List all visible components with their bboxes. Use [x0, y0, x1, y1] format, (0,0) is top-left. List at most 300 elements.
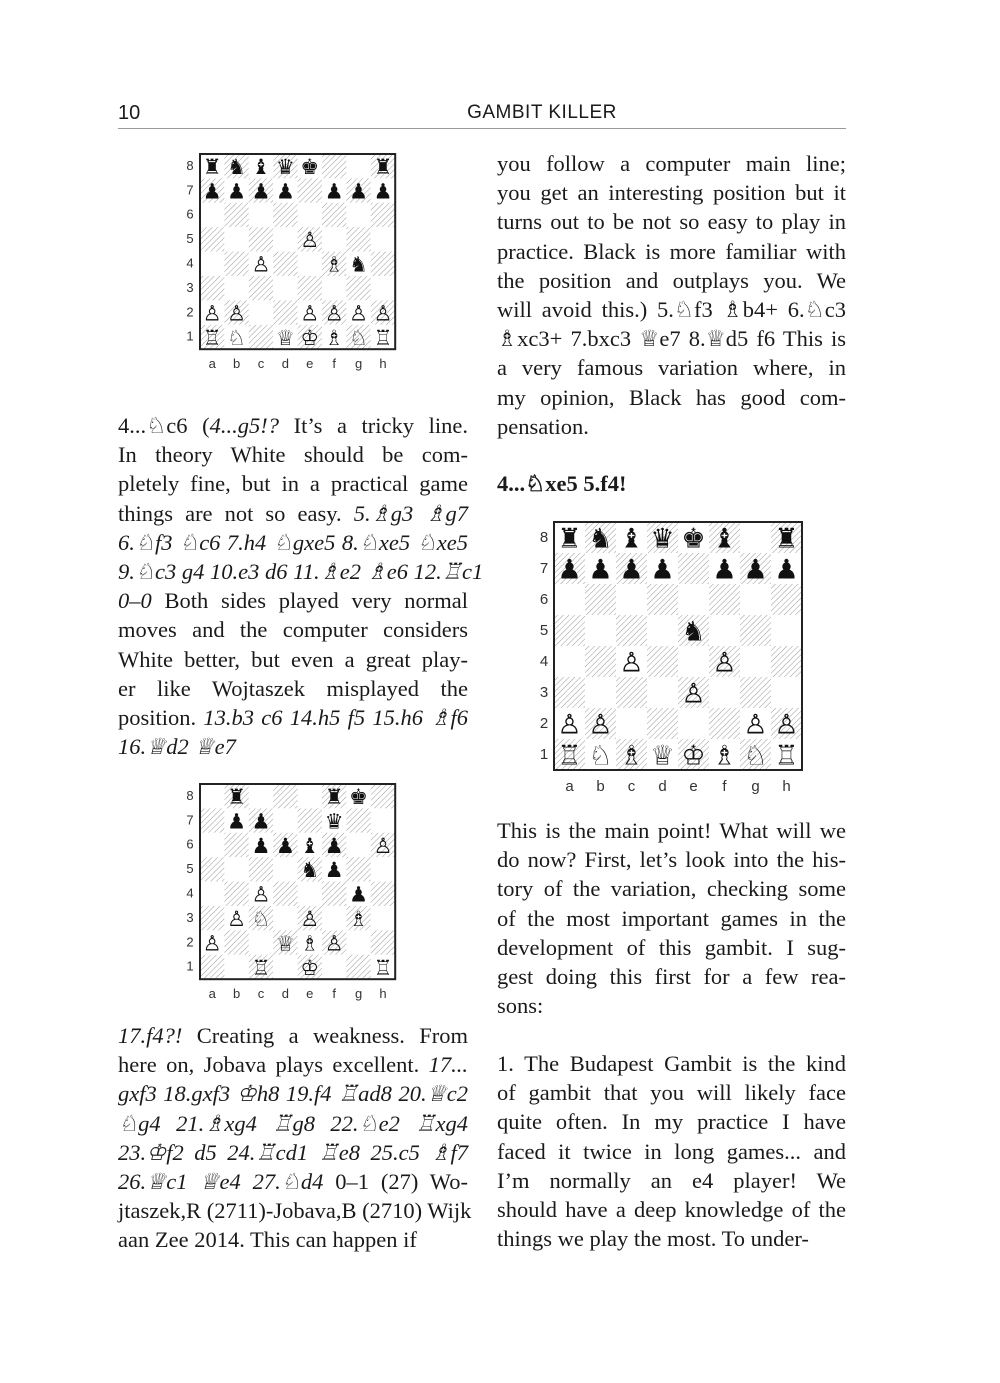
white-piece: ♙	[743, 709, 768, 741]
white-piece: ♙	[681, 678, 706, 710]
text-line: of gambit that you will likely face	[497, 1080, 846, 1106]
black-piece: ♟	[275, 833, 295, 858]
light-square	[371, 906, 395, 930]
rank-label: 5	[186, 861, 194, 877]
rank-label: 6	[539, 591, 549, 609]
right-paragraph-3	[497, 1049, 846, 1253]
white-piece: ♗	[712, 740, 737, 772]
white-piece: ♖	[774, 740, 799, 772]
file-label: g	[751, 778, 760, 795]
black-piece: ♜	[202, 155, 222, 180]
dark-square	[273, 784, 297, 808]
white-piece: ♙	[712, 647, 737, 679]
text-line: tory of the variation, checking some	[497, 876, 846, 902]
chessboard-svg	[176, 780, 406, 1002]
rank-label: 7	[539, 560, 549, 578]
light-square	[249, 784, 273, 808]
dark-square	[740, 677, 771, 708]
file-label: g	[354, 356, 363, 372]
text-line: aan Zee 2014. This can happen if	[118, 1227, 417, 1253]
rank-label: 1	[186, 958, 194, 974]
text-line: should have a deep knowledge of the	[497, 1197, 846, 1223]
black-piece: ♟	[275, 179, 295, 204]
light-square	[200, 833, 224, 857]
white-piece: ♙	[557, 709, 582, 741]
dark-square	[616, 615, 647, 646]
dark-square	[647, 708, 678, 739]
black-piece: ♟	[774, 554, 799, 586]
black-piece: ♟	[619, 554, 644, 586]
light-square	[298, 784, 322, 808]
light-square	[322, 227, 346, 251]
light-square	[709, 677, 740, 708]
light-square	[249, 930, 273, 954]
dark-square	[346, 276, 370, 300]
black-piece: ♛	[324, 809, 344, 834]
black-piece: ♟	[324, 833, 344, 858]
file-label: e	[689, 778, 698, 795]
white-piece: ♙	[227, 301, 247, 326]
white-piece: ♘	[743, 740, 768, 772]
running-head: GAMBIT KILLER	[467, 102, 617, 123]
text-line: White better, but even a great play-	[118, 646, 468, 672]
black-piece: ♟	[324, 179, 344, 204]
rank-label: 8	[186, 157, 194, 173]
light-square	[224, 857, 248, 881]
text-line: moves and the computer considers	[118, 617, 468, 643]
black-piece: ♟	[251, 809, 271, 834]
dark-square	[249, 857, 273, 881]
rank-label: 4	[186, 255, 194, 271]
white-piece: ♖	[557, 740, 582, 772]
light-square	[709, 615, 740, 646]
text-line: pletely fine, but in a practical game	[118, 471, 468, 497]
light-square	[346, 154, 370, 178]
rank-label: 2	[186, 934, 194, 950]
white-piece: ♖	[202, 325, 222, 350]
dark-square	[298, 808, 322, 832]
rank-label: 1	[539, 746, 549, 764]
rank-label: 3	[186, 909, 194, 925]
dark-square	[709, 708, 740, 739]
file-label: c	[257, 356, 265, 372]
text-line: of the most important games in the	[497, 905, 846, 931]
dark-square	[371, 203, 395, 227]
dark-square	[273, 252, 297, 276]
white-piece: ♗	[300, 931, 320, 956]
text-line: 17.f4?! Creating a weakness. From	[118, 1023, 468, 1048]
light-square	[647, 615, 678, 646]
file-label: g	[354, 986, 363, 1002]
white-piece: ♕	[275, 931, 295, 956]
light-square	[371, 276, 395, 300]
white-piece: ♙	[373, 301, 393, 326]
light-square	[224, 276, 248, 300]
white-piece: ♗	[324, 252, 344, 277]
text-line: 23.♔f2 d5 24.♖cd1 ♖e8 25.c5 ♗f7	[118, 1139, 468, 1165]
black-piece: ♞	[681, 616, 706, 648]
rank-label: 3	[539, 684, 549, 702]
light-square	[678, 646, 709, 677]
text-line: faced it twice in long games... and	[497, 1138, 846, 1164]
light-square	[616, 584, 647, 615]
file-label: b	[232, 986, 241, 1002]
rank-label: 4	[186, 885, 194, 901]
file-label: e	[306, 986, 314, 1002]
light-square	[200, 252, 224, 276]
black-piece: ♛	[275, 155, 295, 180]
black-piece: ♟	[712, 554, 737, 586]
dark-square	[371, 882, 395, 906]
light-square	[273, 906, 297, 930]
text-line: ♘g4 21.♗xg4 ♖g8 22.♘e2 ♖xg4	[118, 1110, 468, 1136]
rank-label: 8	[539, 529, 549, 547]
text-line: 6.♘f3 ♘c6 7.h4 ♘gxe5 8.♘xe5 ♘xe5	[118, 529, 468, 555]
light-square	[371, 857, 395, 881]
white-piece: ♔	[300, 955, 320, 980]
light-square	[740, 584, 771, 615]
light-square	[224, 227, 248, 251]
left-paragraph-2	[118, 1021, 472, 1255]
light-square	[249, 300, 273, 324]
rank-label: 4	[539, 653, 549, 671]
dark-square	[224, 930, 248, 954]
text-line: things we play the most. To under-	[497, 1226, 809, 1252]
dark-square	[298, 178, 322, 202]
dark-square	[740, 615, 771, 646]
black-piece: ♟	[557, 554, 582, 586]
rank-label: 2	[186, 304, 194, 320]
rank-label: 6	[186, 206, 194, 222]
rank-label: 3	[186, 279, 194, 295]
dark-square	[554, 615, 585, 646]
light-square	[200, 882, 224, 906]
dark-square	[249, 325, 273, 349]
dark-square	[249, 276, 273, 300]
text-line: This is the main point! What will we	[497, 818, 846, 843]
text-line: here on, Jobava plays excellent. 17...	[118, 1052, 468, 1078]
dark-square	[371, 930, 395, 954]
file-label: d	[281, 986, 290, 1002]
black-piece: ♛	[650, 523, 675, 555]
white-piece: ♕	[650, 740, 675, 772]
white-piece: ♙	[227, 907, 247, 932]
text-line: position. 13.b3 c6 14.h5 f5 15.h6 ♗f6	[118, 705, 468, 731]
dark-square	[273, 203, 297, 227]
chessboard-svg	[530, 518, 810, 800]
white-piece: ♔	[681, 740, 706, 772]
text-line: my opinion, Black has good com-	[497, 384, 846, 410]
light-square	[585, 615, 616, 646]
white-piece: ♙	[324, 301, 344, 326]
dark-square	[371, 784, 395, 808]
dark-square	[322, 203, 346, 227]
light-square	[554, 646, 585, 677]
light-square	[554, 584, 585, 615]
white-piece: ♙	[251, 882, 271, 907]
dark-square	[200, 808, 224, 832]
page-number: 10	[118, 102, 141, 124]
white-piece: ♙	[619, 647, 644, 679]
white-piece: ♗	[349, 907, 369, 932]
white-piece: ♙	[774, 709, 799, 741]
light-square	[273, 857, 297, 881]
file-label: a	[208, 986, 216, 1002]
black-piece: ♜	[557, 523, 582, 555]
right-paragraph-2	[497, 816, 846, 1020]
dark-square	[200, 955, 224, 979]
light-square	[740, 646, 771, 677]
dark-square	[709, 584, 740, 615]
text-line: 16.♕d2 ♕e7	[118, 734, 236, 760]
white-piece: ♙	[300, 228, 320, 253]
file-label: h	[782, 778, 791, 795]
light-square	[346, 203, 370, 227]
text-line: turns out to be not so easy to play in	[497, 209, 846, 235]
light-square	[298, 252, 322, 276]
text-line: 1. The Budapest Gambit is the kind	[497, 1051, 846, 1076]
black-piece: ♞	[300, 858, 320, 883]
black-piece: ♟	[650, 554, 675, 586]
chess-diagram-1	[176, 150, 406, 372]
black-piece: ♜	[774, 523, 799, 555]
white-piece: ♙	[349, 301, 369, 326]
chessboard-svg	[176, 150, 406, 372]
black-piece: ♜	[324, 785, 344, 810]
white-piece: ♖	[251, 955, 271, 980]
white-piece: ♗	[619, 740, 644, 772]
text-line: sons:	[497, 993, 544, 1019]
light-square	[200, 784, 224, 808]
light-square	[249, 203, 273, 227]
text-line: you get an interesting position but it	[497, 180, 846, 206]
dark-square	[678, 553, 709, 584]
light-square	[616, 708, 647, 739]
file-label: c	[627, 778, 636, 795]
dark-square	[224, 833, 248, 857]
black-piece: ♟	[227, 809, 247, 834]
move-heading	[497, 469, 846, 498]
file-label: e	[306, 356, 314, 372]
text-line: pensation.	[497, 413, 589, 439]
file-label: c	[257, 986, 265, 1002]
white-piece: ♘	[251, 907, 271, 932]
text-line: development of this gambit. I sug-	[497, 934, 846, 960]
file-label: a	[208, 356, 216, 372]
rank-label: 6	[186, 836, 194, 852]
dark-square	[771, 646, 802, 677]
file-label: f	[332, 356, 337, 372]
black-piece: ♝	[251, 155, 271, 180]
light-square	[678, 584, 709, 615]
black-piece: ♟	[743, 554, 768, 586]
dark-square	[346, 955, 370, 979]
light-square	[273, 276, 297, 300]
text-line: quite often. In my practice I have	[497, 1109, 846, 1135]
text-line: 4...♘c6 (4...g5!? It’s a tricky line.	[118, 413, 468, 438]
text-line: the position and outplays you. We	[497, 267, 846, 293]
light-square	[273, 955, 297, 979]
light-square	[647, 677, 678, 708]
white-piece: ♙	[300, 907, 320, 932]
right-paragraph-1	[497, 149, 846, 441]
black-piece: ♟	[251, 179, 271, 204]
light-square	[771, 677, 802, 708]
white-piece: ♙	[373, 833, 393, 858]
black-piece: ♟	[349, 882, 369, 907]
black-piece: ♟	[324, 858, 344, 883]
dark-square	[200, 857, 224, 881]
text-line: gest doing this first for a few rea-	[497, 964, 846, 990]
white-piece: ♗	[324, 325, 344, 350]
dark-square	[616, 677, 647, 708]
dark-square	[224, 203, 248, 227]
black-piece: ♚	[349, 785, 369, 810]
light-square	[273, 808, 297, 832]
light-square	[322, 906, 346, 930]
text-line: practice. Black is more familiar with	[497, 238, 846, 264]
rank-label: 5	[186, 231, 194, 247]
black-piece: ♞	[588, 523, 613, 555]
text-line: 0–0 Both sides played very normal	[118, 588, 468, 614]
white-piece: ♙	[202, 301, 222, 326]
text-line: I’m normally an e4 player! We	[497, 1167, 846, 1193]
black-piece: ♝	[712, 523, 737, 555]
rank-label: 2	[539, 715, 549, 733]
dark-square	[346, 808, 370, 832]
dark-square	[200, 227, 224, 251]
text-line: jtaszek,R (2711)-Jobava,B (2710) Wijk	[118, 1198, 472, 1224]
dark-square	[585, 646, 616, 677]
dark-square	[224, 882, 248, 906]
light-square	[771, 615, 802, 646]
white-piece: ♘	[349, 325, 369, 350]
dark-square	[249, 227, 273, 251]
file-label: d	[281, 356, 290, 372]
text-line: you follow a computer main line;	[497, 151, 846, 176]
light-square	[298, 203, 322, 227]
file-label: f	[722, 778, 727, 795]
black-piece: ♟	[251, 833, 271, 858]
black-piece: ♟	[373, 179, 393, 204]
white-piece: ♖	[373, 955, 393, 980]
white-piece: ♘	[588, 740, 613, 772]
light-square	[346, 930, 370, 954]
rank-label: 1	[186, 328, 194, 344]
dark-square	[322, 882, 346, 906]
white-piece: ♘	[227, 325, 247, 350]
white-piece: ♙	[202, 931, 222, 956]
white-piece: ♙	[324, 931, 344, 956]
light-square	[298, 882, 322, 906]
dark-square	[585, 584, 616, 615]
black-piece: ♟	[349, 179, 369, 204]
file-label: a	[565, 778, 574, 795]
dark-square	[273, 300, 297, 324]
text-line: things are not so easy. 5.♗g3 ♗g7	[118, 500, 469, 526]
text-line: do now? First, let’s look into the his-	[497, 847, 846, 873]
rank-label: 7	[186, 812, 194, 828]
text-line: gxf3 18.gxf3 ♔h8 19.f4 ♖ad8 20.♕c2	[118, 1081, 468, 1107]
light-square	[740, 522, 771, 553]
page-header	[118, 100, 846, 129]
move-heading-text: 4...♘xe5 5.f4!	[497, 471, 627, 496]
text-line: will avoid this.) 5.♘f3 ♗b4+ 6.♘c3	[497, 297, 846, 323]
dark-square	[200, 906, 224, 930]
text-line: a very famous variation where, in	[497, 355, 846, 381]
text-line: 26.♕c1 ♕e4 27.♘d4 0–1 (27) Wo-	[118, 1169, 468, 1195]
rank-label: 8	[186, 787, 194, 803]
chess-diagram-2	[176, 780, 406, 1002]
light-square	[200, 203, 224, 227]
black-piece: ♚	[300, 155, 320, 180]
black-piece: ♟	[227, 179, 247, 204]
dark-square	[224, 252, 248, 276]
file-label: h	[379, 986, 387, 1002]
black-piece: ♝	[619, 523, 644, 555]
dark-square	[771, 584, 802, 615]
light-square	[346, 833, 370, 857]
light-square	[273, 227, 297, 251]
black-piece: ♞	[227, 155, 247, 180]
text-line: ♗xc3+ 7.bxc3 ♕e7 8.♕d5 f6 This is	[497, 326, 846, 352]
file-label: b	[232, 356, 241, 372]
dark-square	[647, 584, 678, 615]
light-square	[371, 227, 395, 251]
black-piece: ♞	[349, 252, 369, 277]
white-piece: ♔	[300, 325, 320, 350]
dark-square	[200, 276, 224, 300]
white-piece: ♙	[251, 252, 271, 277]
black-piece: ♚	[681, 523, 706, 555]
black-piece: ♜	[227, 785, 247, 810]
black-piece: ♟	[588, 554, 613, 586]
dark-square	[647, 646, 678, 677]
white-piece: ♕	[275, 325, 295, 350]
light-square	[322, 276, 346, 300]
file-label: b	[596, 778, 605, 795]
text-line: 9.♘c3 g4 10.e3 d6 11.♗e2 ♗e6 12.♖c1	[118, 559, 484, 585]
light-square	[224, 955, 248, 979]
black-piece: ♟	[202, 179, 222, 204]
file-label: f	[332, 986, 337, 1002]
text-line: er like Wojtaszek misplayed the	[118, 675, 468, 701]
file-label: h	[379, 356, 387, 372]
dark-square	[346, 857, 370, 881]
dark-square	[298, 276, 322, 300]
black-piece: ♜	[373, 155, 393, 180]
light-square	[678, 708, 709, 739]
dark-square	[371, 252, 395, 276]
rank-label: 7	[186, 182, 194, 198]
light-square	[585, 677, 616, 708]
chess-diagram-3	[530, 518, 810, 800]
text-line: In theory White should be com-	[118, 442, 468, 468]
rank-label: 5	[539, 622, 549, 640]
dark-square	[273, 882, 297, 906]
white-piece: ♙	[588, 709, 613, 741]
left-paragraph-1	[118, 411, 484, 761]
file-label: d	[658, 778, 667, 795]
light-square	[371, 808, 395, 832]
dark-square	[554, 677, 585, 708]
black-piece: ♝	[300, 833, 320, 858]
white-piece: ♖	[373, 325, 393, 350]
white-piece: ♙	[300, 301, 320, 326]
light-square	[322, 955, 346, 979]
dark-square	[346, 227, 370, 251]
dark-square	[322, 154, 346, 178]
